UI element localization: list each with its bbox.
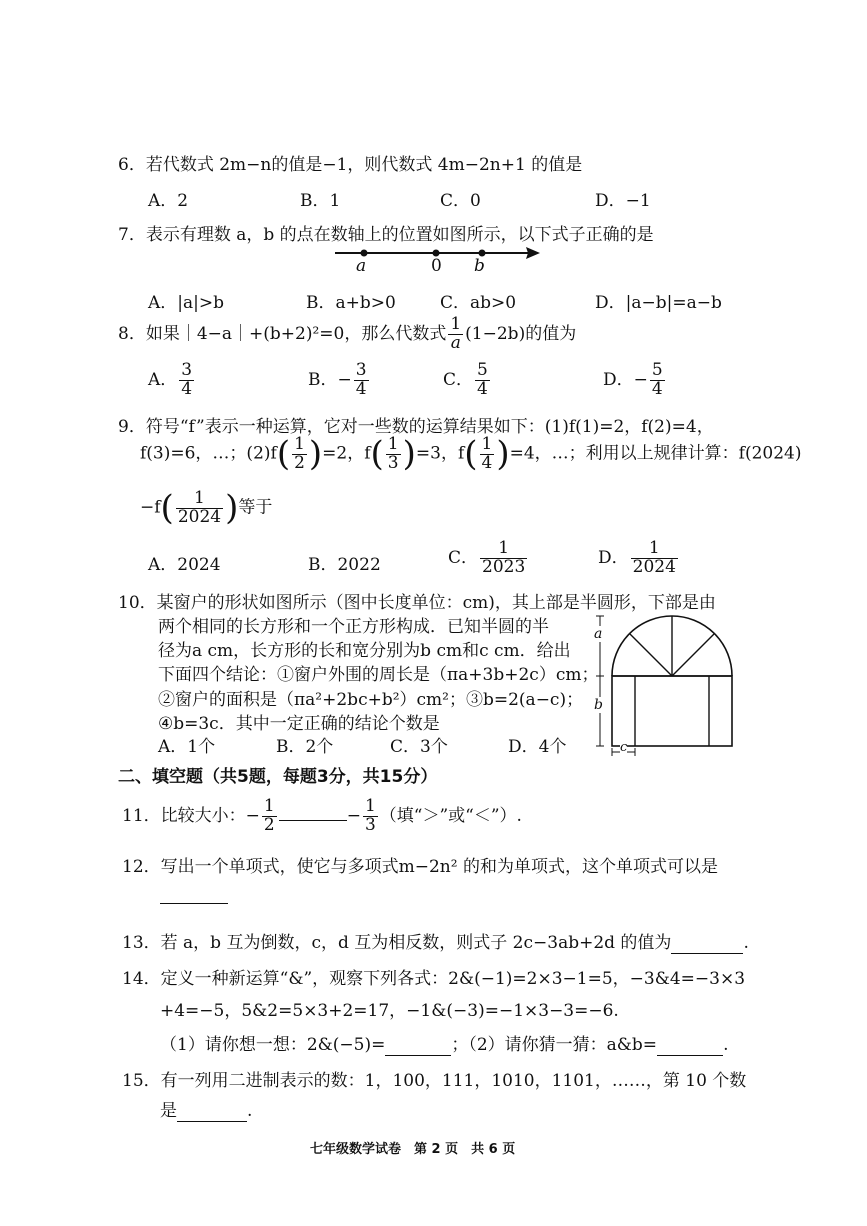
- axis-label-zero: 0: [431, 256, 442, 276]
- q15-blank[interactable]: [177, 1101, 247, 1122]
- q9-line3: −f( $\frac{1}{2024}$ )等于: [140, 487, 273, 528]
- q9-line1: 9．符号“f”表示一种运算，它对一些数的运算结果如下：(1)f(1)=2，f(2)=4，: [118, 417, 714, 437]
- q8-option-d: D．− $\frac{5}{4}$: [603, 360, 663, 399]
- q11-blank[interactable]: [279, 820, 347, 821]
- q7-option-c: C．ab>0: [440, 293, 517, 313]
- q10-line1: 10．某窗户的形状如图所示（图中长度单位：cm)，其上部是半圆形，下部是由: [118, 593, 716, 613]
- q8-stem-pre: 8．如果｜4−a｜+(b+2)²=0，那么代数式: [118, 323, 447, 344]
- q10-line4: 下面四个结论：①窗户外围的周长是（πa+3b+2c）cm；: [158, 665, 599, 685]
- q12-blank[interactable]: [160, 902, 228, 904]
- q6-option-a: A．2: [148, 191, 189, 211]
- q7-stem: 7．表示有理数 a，b 的点在数轴上的位置如图所示，以下式子正确的是: [118, 225, 654, 245]
- q14-line2: +4=−5，5&2=5×3+2=17，−1&(−3)=−1×3−3=−6.: [160, 1001, 619, 1021]
- q8-stem-post: (1−2b)的值为: [465, 323, 577, 344]
- q9-option-c: C． $\frac{1}{2023}$: [448, 538, 526, 577]
- window-lower-rect: [612, 676, 732, 746]
- fig-label-b: b: [594, 697, 603, 713]
- q6-option-d: D．−1: [595, 191, 651, 211]
- q15-line1: 15．有一列用二进制表示的数：1，100，111，1010，1101，……，第 10 个数: [122, 1071, 747, 1091]
- q13-blank[interactable]: [671, 933, 743, 954]
- q6-stem: 6．若代数式 2m−n的值是−1，则代数式 4m−2n+1 的值是: [118, 155, 583, 175]
- q6-option-c: C．0: [440, 191, 481, 211]
- q7-option-d: D．|a−b|=a−b: [595, 293, 722, 313]
- q8-option-b: B．− $\frac{3}{4}$: [308, 360, 367, 399]
- window-figure: [592, 606, 752, 760]
- q9-option-d: D． $\frac{1}{2024}$: [598, 538, 676, 577]
- q15-line2: 是 .: [160, 1101, 253, 1121]
- q11: 11．比较大小：− $\frac{1}{2}$ − $\frac{1}{3}$ （填“＞”或“＜”）.: [122, 796, 522, 835]
- q10-option-c: C．3个: [390, 737, 448, 757]
- q10-line2: 两个相同的长方形和一个正方形构成．已知半圆的半: [158, 617, 549, 637]
- q10-option-d: D．4个: [508, 737, 567, 757]
- axis-label-b: b: [474, 256, 485, 276]
- q8-fraction: [448, 316, 463, 353]
- q7-option-a: A．|a|>b: [148, 293, 224, 313]
- q10-line6: ④b=3c．其中一定正确的结论个数是: [158, 714, 440, 734]
- q10-option-a: A．1个: [158, 737, 216, 757]
- q7-option-b: B．a+b>0: [306, 293, 396, 313]
- q6-option-b: B．1: [300, 191, 341, 211]
- axis-label-a: a: [356, 256, 367, 276]
- q10-line5: ②窗户的面积是（πa²+2bc+b²）cm²；③b=2(a−c)；: [158, 690, 584, 710]
- section-title-fill-in: 二、填空题（共5题，每题3分，共15分）: [118, 767, 438, 787]
- q13: 13．若 a，b 互为倒数，c，d 互为相反数，则式子 2c−3ab+2d 的值为 .: [122, 933, 749, 953]
- q8-frac-den: a: [450, 332, 461, 353]
- q10-option-b: B．2个: [276, 737, 334, 757]
- q9-option-b: B．2022: [308, 555, 381, 575]
- q10-line3: 径为a cm，长方形的长和宽分别为b cm和c cm．给出: [158, 641, 571, 661]
- q9-line2: f(3)=6，…；(2)f( $\frac{1}{2}$ )=2，f( $\frac{1}{3}$ )=3，f( $\frac{1}{4}$ )=4，…；利用以上规律计算：f(2024): [140, 433, 802, 474]
- q14-blank-1[interactable]: [385, 1035, 451, 1056]
- q8-option-a: A． $\frac{3}{4}$: [148, 360, 193, 399]
- q8-option-c: C． $\frac{5}{4}$: [443, 360, 488, 399]
- q9-option-a: A．2024: [148, 555, 221, 575]
- q14-line3: （1）请你想一想：2&(−5)= ；（2）请你猜一猜：a&b= .: [160, 1035, 729, 1055]
- page-footer: 七年级数学试卷 第 2 页 共 6 页: [310, 1142, 516, 1157]
- q14-line1: 14．定义一种新运算“&”，观察下列各式：2&(−1)=2×3−1=5，−3&4=−3×3: [122, 969, 746, 989]
- q14-blank-2[interactable]: [657, 1035, 723, 1056]
- arrow-head-icon: [526, 247, 540, 259]
- q12-line1: 12．写出一个单项式，使它与多项式m−2n² 的和为单项式，这个单项式可以是: [122, 857, 718, 877]
- q8-frac-num: 1: [450, 314, 462, 334]
- fig-label-a: a: [594, 626, 603, 642]
- fig-label-c: c: [620, 740, 628, 755]
- q8-stem: [118, 316, 576, 353]
